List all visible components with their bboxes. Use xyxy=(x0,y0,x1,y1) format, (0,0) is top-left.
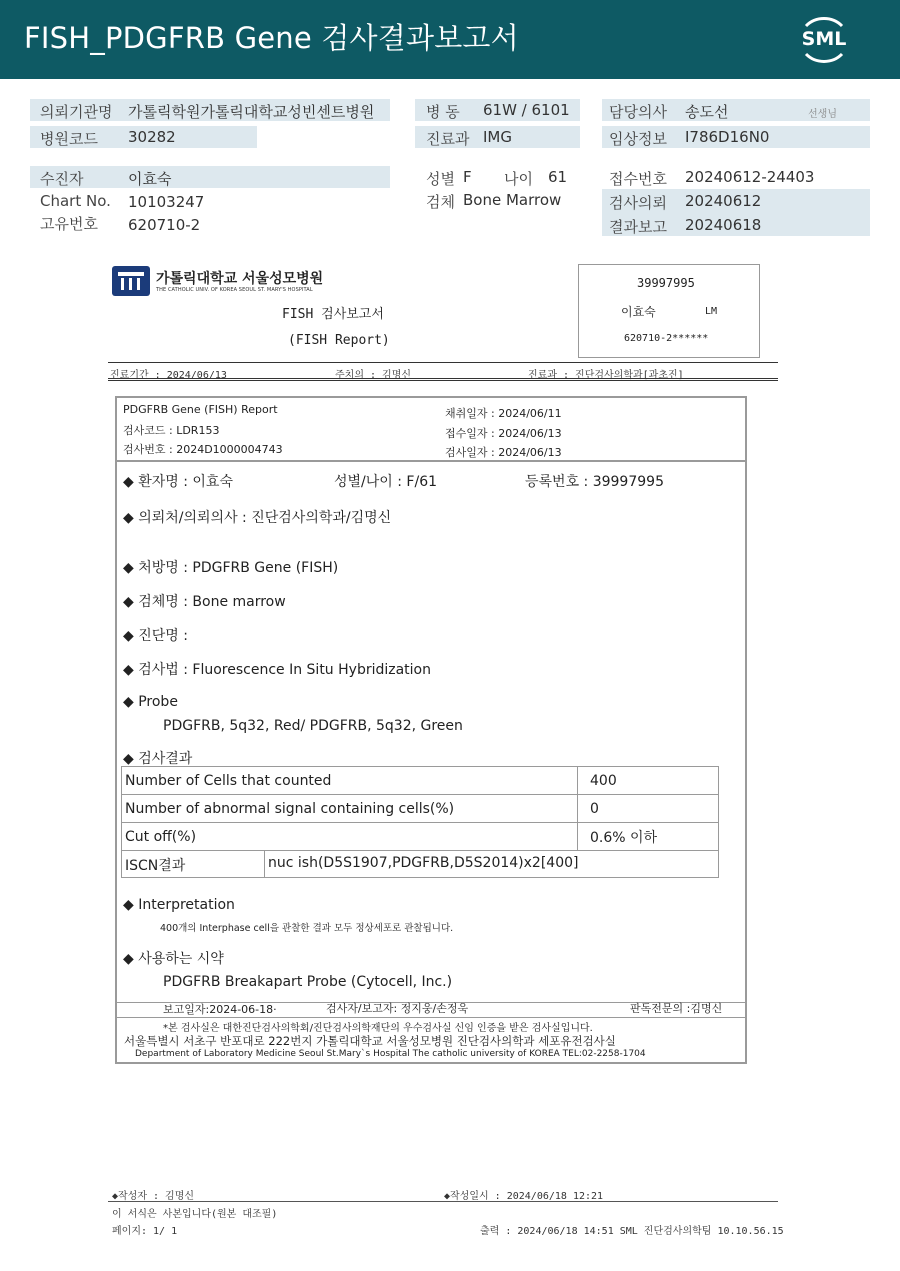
doctor-value: 송도선 xyxy=(685,103,729,121)
clinic-value: I786D16N0 xyxy=(685,128,770,146)
report-box-header-line xyxy=(117,460,745,462)
ward-value: 61W / 6101 xyxy=(483,101,570,119)
physician-text: 주치의 : 김명신 xyxy=(335,370,412,381)
chart-value: 10103247 xyxy=(128,193,205,211)
receive-date: 접수일자 : 2024/06/13 xyxy=(445,427,562,440)
page-header xyxy=(0,0,900,79)
chart-label: Chart No. xyxy=(40,192,111,210)
clinic-dept-text: 진료과 : 진단검사의학과[과초진] xyxy=(528,370,684,381)
period-bottom-line xyxy=(108,378,778,381)
sex-label: 성별 xyxy=(426,170,455,188)
sml-logo xyxy=(796,14,852,66)
page-number: 페이지: 1/ 1 xyxy=(112,1226,178,1237)
result-label-cell: Cut off(%) xyxy=(122,823,578,851)
diagnosis-line: ◆ 진단명 : xyxy=(123,628,188,644)
hospital-subtitle: THE CATHOLIC UNIV. OF KOREA SEOUL ST. MARY'S HOSPITAL xyxy=(156,287,313,293)
collect-date: 채취일자 : 2024/06/11 xyxy=(445,407,562,420)
writer: ◆작성자 : 김명신 xyxy=(112,1191,195,1202)
hospital-logo-icon xyxy=(112,266,150,296)
table-row xyxy=(122,767,719,795)
iscn-row xyxy=(121,850,719,878)
clinic-label: 임상정보 xyxy=(609,130,667,148)
result-label: 결과보고 xyxy=(609,218,667,236)
patient-bg xyxy=(30,166,390,188)
patient-id-box xyxy=(578,264,760,358)
dept-value: IMG xyxy=(483,128,512,146)
report-title-ko: FISH 검사보고서 xyxy=(282,307,384,322)
inst-value: 가톨릭학원가톨릭대학교성빈센트병원 xyxy=(128,103,375,121)
result-value-cell: 400 xyxy=(578,767,719,795)
iscn-value: nuc ish(D5S1907,PDGFRB,D5S2014)x2[400] xyxy=(268,855,579,871)
patient-line: ◆ 환자명 : 이효숙 xyxy=(123,474,233,490)
code-value: 30282 xyxy=(128,128,176,146)
req-label: 검사의뢰 xyxy=(609,194,667,212)
dept-label: 진료과 xyxy=(426,130,470,148)
method-line: ◆ 검사법 : Fluorescence In Situ Hybridization xyxy=(123,662,431,678)
patient-label: 수진자 xyxy=(40,170,84,188)
table-row xyxy=(122,823,719,851)
req-value: 20240612 xyxy=(685,192,762,210)
iscn-divider xyxy=(264,851,265,877)
age-value: 61 xyxy=(548,168,568,186)
copy-note: 이 서식은 사본입니다(원본 대조필) xyxy=(112,1209,278,1220)
printed-info: 출력 : 2024/06/18 14:51 SML 진단검사의학팀 10.10.56.15 xyxy=(480,1226,784,1237)
order-line: ◆ 처방명 : PDGFRB Gene (FISH) xyxy=(123,560,339,576)
dept-line: Department of Laboratory Medicine Seoul St.Mary`s Hospital The catholic university of KOREA TEL:02-2258-1704 xyxy=(135,1049,646,1059)
period-top-line xyxy=(108,362,778,363)
id-name: 이효숙 xyxy=(621,305,656,319)
sexage-line: 성별/나이 : F/61 xyxy=(334,474,438,490)
report-date: 보고일자:2024-06-18· xyxy=(163,1003,277,1016)
reagent-value: PDGFRB Breakapart Probe (Cytocell, Inc.) xyxy=(163,974,453,990)
report-title-en: (FISH Report) xyxy=(288,333,390,348)
table-row xyxy=(122,795,719,823)
written-at: ◆작성일시 : 2024/06/18 12:21 xyxy=(444,1191,604,1202)
logo-text: SML xyxy=(801,28,847,50)
ward-label: 병 동 xyxy=(426,103,460,121)
report-box-footer-line xyxy=(117,1017,745,1018)
test-code: 검사코드 : LDR153 xyxy=(123,424,220,437)
recv-value: 20240612-24403 xyxy=(685,168,815,186)
examiner: 검사자/보고자: 정지웅/손정욱 xyxy=(326,1002,469,1015)
specimen-line: ◆ 검체명 : Bone marrow xyxy=(123,594,286,610)
uid-value: 620710-2 xyxy=(128,216,201,234)
page-title: FISH_PDGFRB Gene 검사결과보고서 xyxy=(24,21,519,55)
hospital-name: 가톨릭대학교 서울성모병원 xyxy=(156,271,324,287)
interp-heading: ◆ Interpretation xyxy=(123,897,235,913)
requester-line: ◆ 의뢰처/의뢰의사 : 진단검사의학과/김명신 xyxy=(123,510,392,526)
inst-label: 의뢰기관명 xyxy=(40,103,113,121)
interp-text: 400개의 Interphase cell을 관찰한 결과 모두 정상세포로 관찰됩니다. xyxy=(160,923,454,934)
cert-line: *본 검사실은 대한진단검사의학회/진단검사의학재단의 우수검사실 신임 인증을 받은 검사실입니다. xyxy=(163,1023,593,1034)
test-number: 검사번호 : 2024D1000004743 xyxy=(123,443,283,456)
footer-line xyxy=(108,1201,778,1202)
iscn-label: ISCN결과 xyxy=(125,858,186,874)
id-code: LM xyxy=(705,306,718,317)
sex-value: F xyxy=(463,168,472,186)
probe-heading: ◆ Probe xyxy=(123,694,178,710)
result-label-cell: Number of abnormal signal containing cells(%) xyxy=(122,795,578,823)
result-value-cell: 0.6% 이하 xyxy=(578,823,719,851)
specialist: 판독전문의 :김명신 xyxy=(630,1002,723,1015)
uid-label: 고유번호 xyxy=(40,215,98,233)
result-label-cell: Number of Cells that counted xyxy=(122,767,578,795)
results-heading: ◆ 검사결과 xyxy=(123,751,193,767)
result-value: 20240618 xyxy=(685,216,762,234)
specimen-label: 검체 xyxy=(426,193,455,211)
box-title: PDGFRB Gene (FISH) Report xyxy=(123,403,278,416)
recv-label: 접수번호 xyxy=(609,170,667,188)
specimen-value: Bone Marrow xyxy=(463,191,562,209)
exam-date: 검사일자 : 2024/06/13 xyxy=(445,446,562,459)
doctor-label: 담당의사 xyxy=(609,103,667,121)
results-table xyxy=(121,766,719,851)
result-value-cell: 0 xyxy=(578,795,719,823)
id-number: 39997995 xyxy=(637,276,695,290)
regno-line: 등록번호 : 39997995 xyxy=(525,474,664,490)
period-text: 진료기간 : 2024/06/13 xyxy=(110,370,227,381)
reagent-heading: ◆ 사용하는 시약 xyxy=(123,951,224,967)
probe-value: PDGFRB, 5q32, Red/ PDGFRB, 5q32, Green xyxy=(163,718,463,734)
address-line: 서울특별시 서초구 반포대로 222번지 가톨릭대학교 서울성모병원 진단검사의학과 세포유전검사실 xyxy=(124,1034,616,1048)
id-masked: 620710-2****** xyxy=(624,333,709,344)
patient-value: 이효숙 xyxy=(128,170,172,188)
hospital-logo xyxy=(112,266,150,296)
code-label: 병원코드 xyxy=(40,130,98,148)
age-label: 나이 xyxy=(504,170,533,188)
doctor-suffix: 선생님 xyxy=(808,109,837,120)
